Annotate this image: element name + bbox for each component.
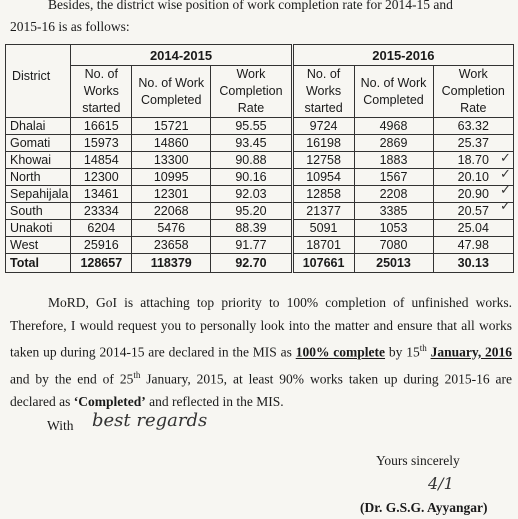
emphasis-completed: ‘Completed’ — [73, 394, 146, 409]
value-cell: 6204 — [71, 220, 132, 237]
table-row — [6, 152, 514, 169]
value-cell: 12858 — [292, 186, 354, 203]
value-cell: 1567 — [354, 169, 433, 186]
value-cell: 10954 — [292, 169, 354, 186]
year-header-2014: 2014-2015 — [71, 45, 292, 66]
value-cell: 25.04 — [433, 220, 513, 237]
tick-mark-icon: ✓ — [500, 183, 511, 198]
value-cell: 7080 — [354, 237, 433, 254]
superscript: th — [133, 370, 141, 380]
body-paragraph — [10, 292, 512, 414]
value-cell: 92.03 — [211, 186, 292, 203]
intro-line-2: 2015-16 is as follows: — [10, 19, 130, 34]
handwritten-regards: best regards — [92, 410, 208, 431]
district-cell: West — [6, 237, 71, 254]
table-row — [6, 135, 514, 152]
body-text: by 15 — [385, 344, 420, 360]
district-cell: Total — [6, 254, 71, 273]
value-cell: 12301 — [132, 186, 211, 203]
closing-with: With — [47, 418, 74, 433]
value-cell: 95.20 — [211, 203, 292, 220]
tick-mark-icon: ✓ — [500, 199, 511, 214]
body-text: MoRD, GoI is attaching top priority to 100% completion of unfinished works. Therefore, I would request you to personally look into the matter and ensure that all works taken up during 2014-15 are declared in the MIS as — [10, 295, 512, 360]
district-cell: Unakoti — [6, 220, 71, 237]
work-completion-table — [5, 44, 514, 273]
value-cell: 20.10 — [433, 169, 513, 186]
value-cell: 92.70 — [211, 254, 292, 273]
value-cell: 15721 — [132, 118, 211, 135]
value-cell: 91.77 — [211, 237, 292, 254]
value-cell: 13300 — [132, 152, 211, 169]
district-cell: South — [6, 203, 71, 220]
value-cell: 16615 — [71, 118, 132, 135]
table-row — [6, 237, 514, 254]
value-cell: 21377 — [292, 203, 354, 220]
col-header: No. of Work Completed — [354, 66, 433, 118]
year-header-2015: 2015-2016 — [292, 45, 513, 66]
total-row — [6, 254, 514, 273]
district-cell: Khowai — [6, 152, 71, 169]
tick-mark-icon: ✓ — [500, 167, 511, 182]
value-cell: 47.98 — [433, 237, 513, 254]
value-cell: 25.37 — [433, 135, 513, 152]
value-cell: 1883 — [354, 152, 433, 169]
value-cell: 20.57 — [433, 203, 513, 220]
district-cell: Gomati — [6, 135, 71, 152]
col-header: Work Completion Rate — [211, 66, 292, 118]
value-cell: 128657 — [71, 254, 132, 273]
value-cell: 90.88 — [211, 152, 292, 169]
district-header: District — [6, 45, 71, 118]
value-cell: 12300 — [71, 169, 132, 186]
value-cell: 5476 — [132, 220, 211, 237]
value-cell: 16198 — [292, 135, 354, 152]
value-cell: 23334 — [71, 203, 132, 220]
intro-text — [10, 0, 510, 38]
value-cell: 95.55 — [211, 118, 292, 135]
handwritten-initial: 4/1 — [428, 474, 454, 493]
value-cell: 25916 — [71, 237, 132, 254]
value-cell: 22068 — [132, 203, 211, 220]
value-cell: 13461 — [71, 186, 132, 203]
col-header: Work Completion Rate — [433, 66, 513, 118]
value-cell: 18701 — [292, 237, 354, 254]
value-cell: 25013 — [354, 254, 433, 273]
table-row — [6, 169, 514, 186]
body-text: and reflected in the MIS. — [145, 394, 284, 409]
value-cell: 2208 — [354, 186, 433, 203]
value-cell: 9724 — [292, 118, 354, 135]
value-cell: 4968 — [354, 118, 433, 135]
intro-line-1: Besides, the district wise position of work completion rate for 2014-15 and — [48, 0, 453, 12]
value-cell: 1053 — [354, 220, 433, 237]
value-cell: 10995 — [132, 169, 211, 186]
value-cell: 15973 — [71, 135, 132, 152]
district-cell: North — [6, 169, 71, 186]
value-cell: 93.45 — [211, 135, 292, 152]
col-header: No. of Works started — [292, 66, 354, 118]
value-cell: 2869 — [354, 135, 433, 152]
yours-sincerely: Yours sincerely — [376, 453, 460, 468]
body-text: and by the end of 25 — [10, 371, 134, 387]
district-cell: Sepahijala — [6, 186, 71, 203]
col-header: No. of Work Completed — [132, 66, 211, 118]
table-row — [6, 186, 514, 203]
value-cell: 90.16 — [211, 169, 292, 186]
value-cell: 20.90 — [433, 186, 513, 203]
body-text: January, 2015, at least 90% works taken up during 2015-16 are declared as — [10, 371, 512, 409]
signatory-name: (Dr. G.S.G. Ayyangar) — [360, 500, 488, 515]
emphasis-complete: 100% complete — [295, 344, 386, 360]
value-cell: 3385 — [354, 203, 433, 220]
emphasis-date: January, 2016 — [430, 344, 513, 360]
value-cell: 18.70 — [433, 152, 513, 169]
col-header: No. of Works started — [71, 66, 132, 118]
value-cell: 23658 — [132, 237, 211, 254]
district-cell: Dhalai — [6, 118, 71, 135]
value-cell: 12758 — [292, 152, 354, 169]
superscript: th — [419, 343, 427, 353]
tick-mark-icon: ✓ — [500, 151, 511, 166]
value-cell: 5091 — [292, 220, 354, 237]
table-row — [6, 220, 514, 237]
value-cell: 63.32 — [433, 118, 513, 135]
value-cell: 14860 — [132, 135, 211, 152]
value-cell: 14854 — [71, 152, 132, 169]
value-cell: 88.39 — [211, 220, 292, 237]
table-row — [6, 118, 514, 135]
value-cell: 30.13 — [433, 254, 513, 273]
value-cell: 118379 — [132, 254, 211, 273]
value-cell: 107661 — [292, 254, 354, 273]
table-row — [6, 203, 514, 220]
